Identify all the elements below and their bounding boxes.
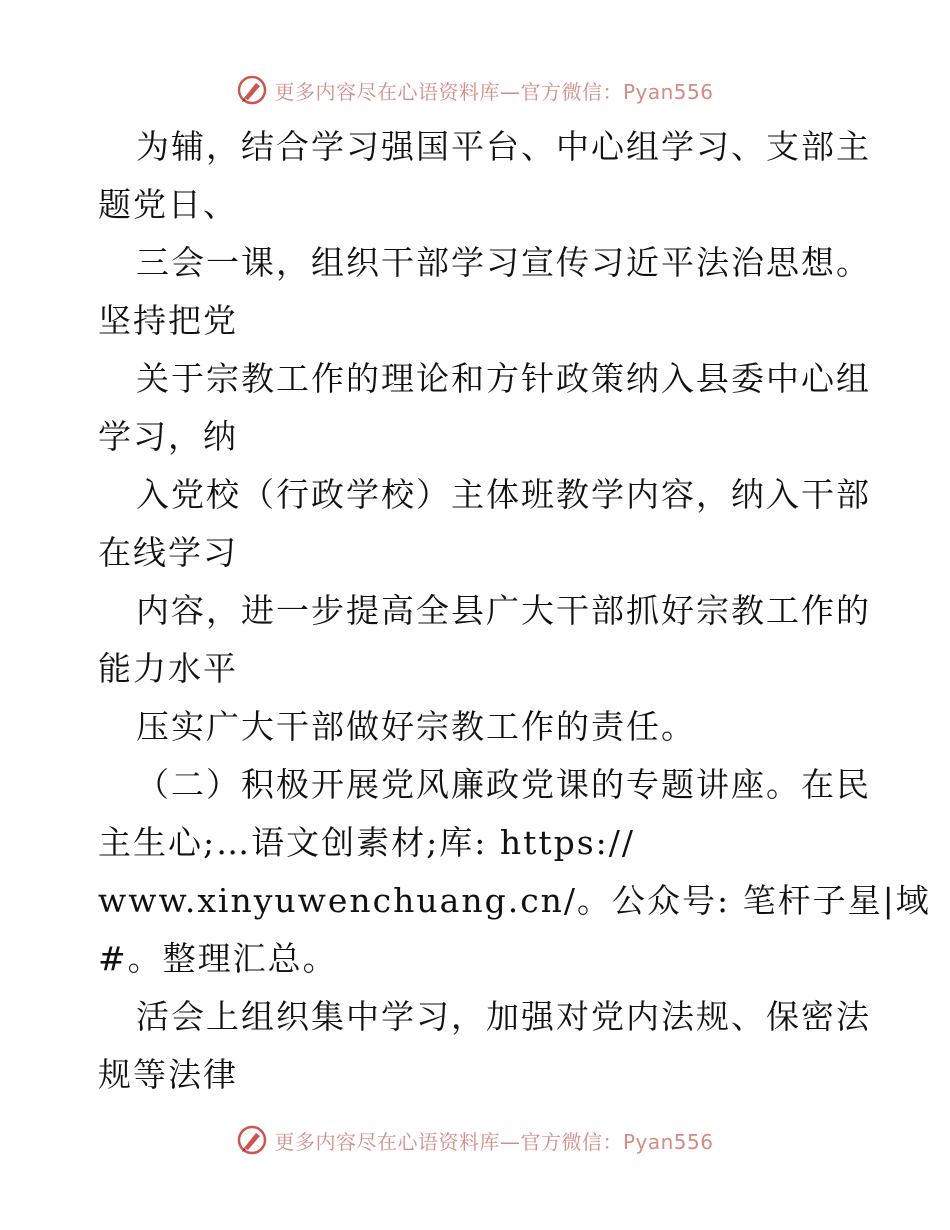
pen-logo-icon: [236, 1124, 268, 1156]
text-line: 内容，进一步提高全县广大干部抓好宗教工作的: [136, 591, 871, 630]
document-body: [98, 118, 931, 1104]
text-line: （二）积极开展党风廉政党课的专题讲座。在民: [136, 765, 871, 804]
text-line: 学习，纳: [98, 417, 238, 456]
text-line: 压实广大干部做好宗教工作的责任。: [136, 707, 696, 746]
text-line: #。整理汇总。: [98, 939, 338, 978]
text-line: 三会一课，组织干部学习宣传习近平法治思想。: [136, 243, 871, 282]
text-line: 关于宗教工作的理论和方针政策纳入县委中心组: [136, 359, 871, 398]
text-line: 规等法律: [98, 1055, 238, 1094]
text-line: 能力水平: [98, 649, 238, 688]
text-line: 题党日、: [98, 185, 238, 224]
text-line: www.xinyuwenchuang.cn/。公众号: 笔杆子星|域: [98, 881, 931, 920]
text-line: 为辅，结合学习强国平台、中心组学习、支部主: [136, 127, 871, 166]
pen-logo-icon: [236, 74, 268, 106]
text-line: 活会上组织集中学习，加强对党内法规、保密法: [136, 997, 871, 1036]
text-line: 坚持把党: [98, 301, 238, 340]
footer-banner: [0, 1120, 950, 1160]
text-line: 入党校（行政学校）主体班教学内容，纳入干部: [136, 475, 871, 514]
text-line: 主生心;…语文创素材;库: https://: [98, 823, 636, 862]
banner-text: 更多内容尽在心语资料库—官方微信：Pyan556: [274, 79, 714, 104]
banner-text: 更多内容尽在心语资料库—官方微信：Pyan556: [274, 1129, 714, 1154]
text-line: 在线学习: [98, 533, 238, 572]
header-banner: [0, 70, 950, 110]
